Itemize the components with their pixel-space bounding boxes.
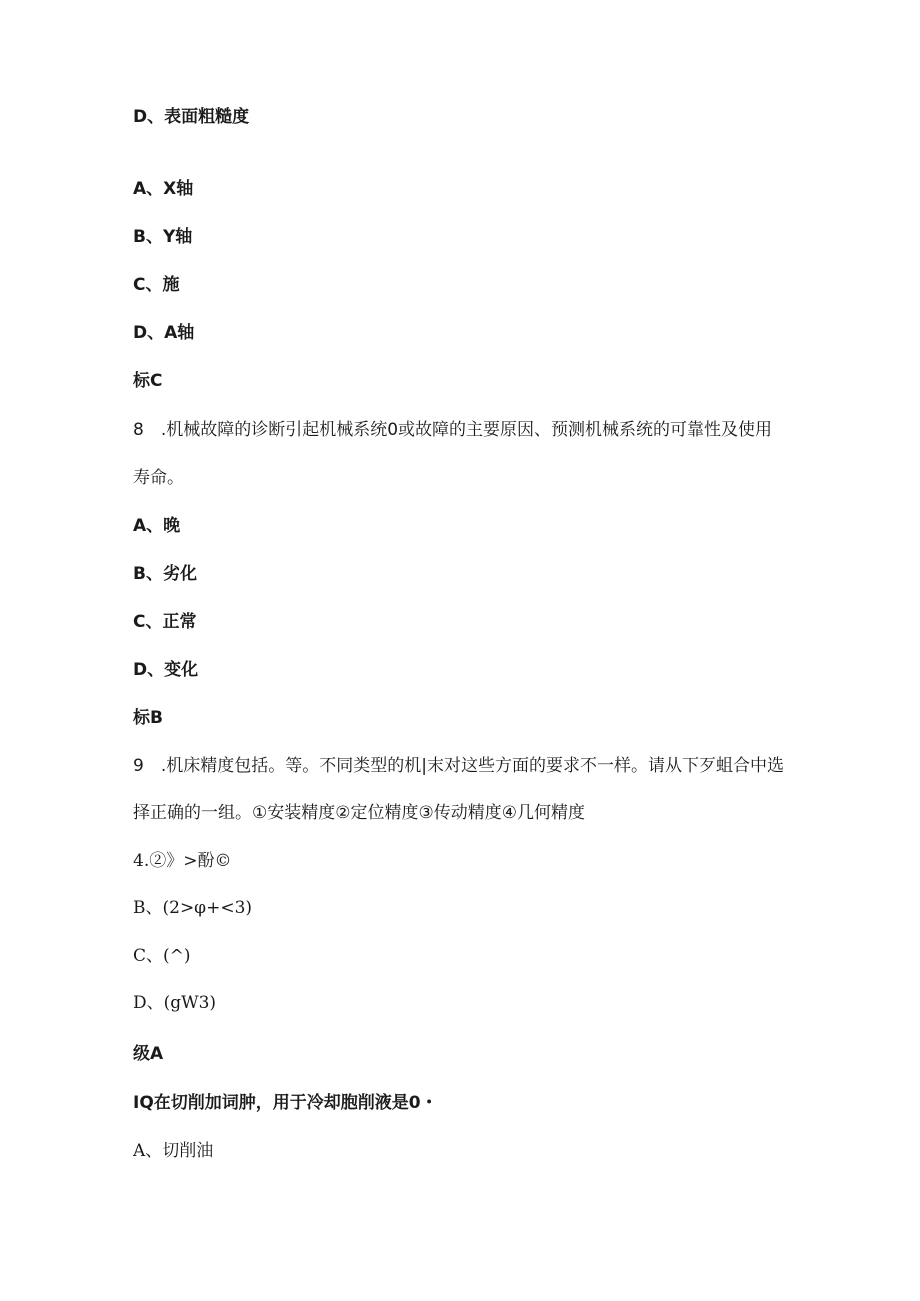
- option-d-surface-roughness: D、表面粗糙度: [133, 107, 250, 127]
- option-b-y-axis: B、Y轴: [133, 227, 193, 247]
- q9-option-b: B、(2>φ+<3): [133, 898, 253, 918]
- question-9-line-1: 9 .机床精度包括。等。不同类型的机|末对这些方面的要求不一样。请从下歹蛆合中选: [133, 756, 784, 776]
- answer-c: 标C: [133, 371, 163, 391]
- q8-option-b: B、劣化: [133, 564, 197, 584]
- q9-option-a: 4.②》>酚©: [133, 851, 232, 871]
- q10-option-a: A、切削油: [133, 1141, 214, 1161]
- question-8-line-2: 寿命。: [133, 468, 184, 488]
- q8-option-a: A、晚: [133, 516, 181, 536]
- q8-option-d: D、变化: [133, 660, 199, 680]
- option-d-a-axis: D、A轴: [133, 323, 195, 343]
- question-10-line-1: IQ在切削加词肿，用于冷却胞削液是0・: [133, 1093, 438, 1113]
- option-a-x-axis: A、X轴: [133, 179, 194, 199]
- q9-option-c: C、(^): [133, 946, 191, 966]
- option-c: C、施: [133, 275, 180, 295]
- question-9-line-2: 择正确的一组。①安装精度②定位精度③传动精度④几何精度: [133, 803, 585, 823]
- answer-a: 级A: [133, 1044, 164, 1064]
- q8-option-c: C、正常: [133, 612, 197, 632]
- answer-b: 标B: [133, 708, 163, 728]
- q9-option-d: D、(gW3): [133, 993, 217, 1013]
- question-8-line-1: 8 .机械故障的诊断引起机械系统0或故障的主要原因、预测机械系统的可靠性及使用: [133, 420, 773, 440]
